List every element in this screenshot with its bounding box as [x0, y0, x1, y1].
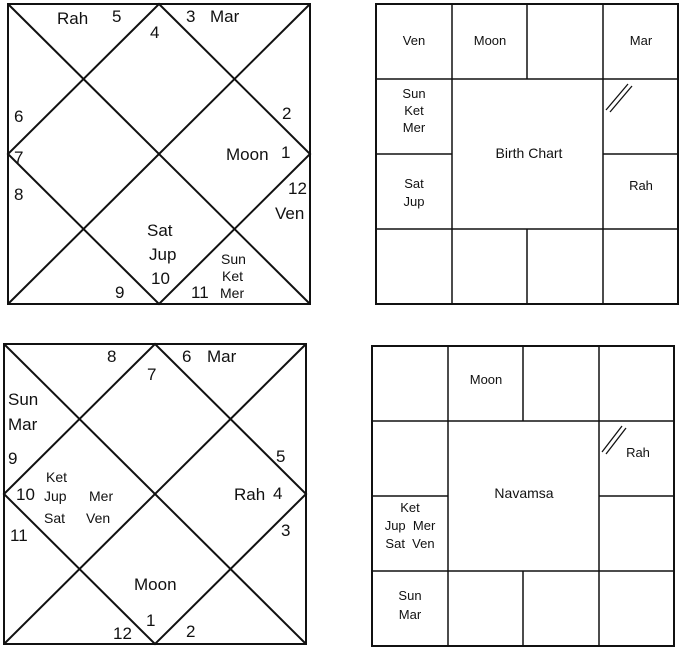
birth-house-num-6: 6 — [14, 107, 24, 126]
birth-house-num-10: 10 — [151, 269, 170, 288]
birth-house-num-4: 4 — [150, 23, 160, 42]
birth-south-chart — [376, 4, 678, 304]
nav-cell-sagittarius-2: Mar — [398, 607, 422, 622]
birth-house-num-3: 3 — [186, 7, 196, 26]
nav-planet-mar-6: Mar — [207, 347, 237, 366]
nav-house-num-9: 9 — [8, 449, 18, 468]
nav-house-num-5: 5 — [276, 447, 286, 466]
nav-planet-mer: Mer — [89, 488, 114, 504]
nav-house-num-1: 1 — [146, 611, 156, 630]
navamsa-north-chart — [4, 344, 306, 644]
birth-planet-sun: Sun — [221, 251, 246, 267]
birth-cell-pisces: Ven — [402, 33, 426, 48]
nav-cell-capricorn-1: Ket — [400, 500, 420, 515]
birth-planet-sat: Sat — [147, 221, 173, 240]
nav-house-num-12: 12 — [113, 624, 132, 643]
nav-cell-sagittarius-1: Sun — [398, 588, 422, 603]
birth-house-num-8: 8 — [14, 185, 24, 204]
birth-cell-aquarius-3: Mer — [402, 120, 426, 135]
nav-house-num-6: 6 — [182, 347, 192, 366]
nav-cell-capricorn-2: Jup Mer — [384, 518, 436, 533]
navamsa-title: Navamsa — [494, 485, 554, 501]
birth-planet-ket: Ket — [222, 268, 244, 284]
nav-house-num-10: 10 — [16, 485, 35, 504]
birth-planet-mer: Mer — [220, 285, 245, 301]
nav-house-num-8: 8 — [107, 347, 117, 366]
navamsa-south-chart — [372, 346, 674, 646]
nav-house-num-7: 7 — [147, 365, 157, 384]
nav-planet-jup: Jup — [44, 488, 67, 504]
nav-house-num-4: 4 — [273, 484, 283, 503]
birth-cell-aquarius-2: Ket — [404, 103, 424, 118]
nav-planet-mar-9: Mar — [8, 415, 38, 434]
birth-north-chart — [8, 4, 310, 304]
nav-house-num-2: 2 — [186, 622, 196, 641]
birth-house-num-2: 2 — [282, 104, 292, 123]
birth-house-num-1: 1 — [281, 143, 291, 162]
nav-planet-moon: Moon — [134, 575, 177, 594]
birth-cell-capricorn-2: Jup — [403, 194, 425, 209]
birth-house-num-7: 7 — [14, 148, 24, 167]
birth-house-num-12: 12 — [288, 179, 307, 198]
birth-planet-jup: Jup — [149, 245, 177, 264]
birth-house-num-5: 5 — [112, 7, 122, 26]
birth-cell-aquarius-1: Sun — [402, 86, 426, 101]
birth-planet-ven: Ven — [275, 204, 305, 223]
nav-house-num-3: 3 — [281, 521, 291, 540]
birth-planet-rah: Rah — [57, 9, 89, 28]
nav-planet-sun: Sun — [8, 390, 39, 409]
nav-planet-ket: Ket — [46, 469, 68, 485]
nav-cell-aries: Moon — [469, 372, 503, 387]
birth-chart-title: Birth Chart — [495, 145, 563, 161]
nav-planet-ven: Ven — [86, 510, 111, 526]
birth-house-num-11: 11 — [191, 283, 209, 302]
nav-house-num-11: 11 — [10, 526, 28, 545]
birth-cell-aries: Moon — [473, 33, 507, 48]
nav-planet-rah: Rah — [234, 485, 266, 504]
birth-planet-mar: Mar — [210, 7, 240, 26]
birth-house-num-9: 9 — [115, 283, 125, 302]
nav-planet-sat: Sat — [44, 510, 66, 526]
nav-cell-cancer: Rah — [626, 445, 650, 460]
nav-cell-capricorn-3: Sat Ven — [385, 536, 435, 551]
birth-planet-moon: Moon — [226, 145, 269, 164]
birth-cell-leo: Rah — [629, 178, 653, 193]
birth-cell-gemini: Mar — [629, 33, 653, 48]
birth-cell-capricorn-1: Sat — [404, 176, 424, 191]
